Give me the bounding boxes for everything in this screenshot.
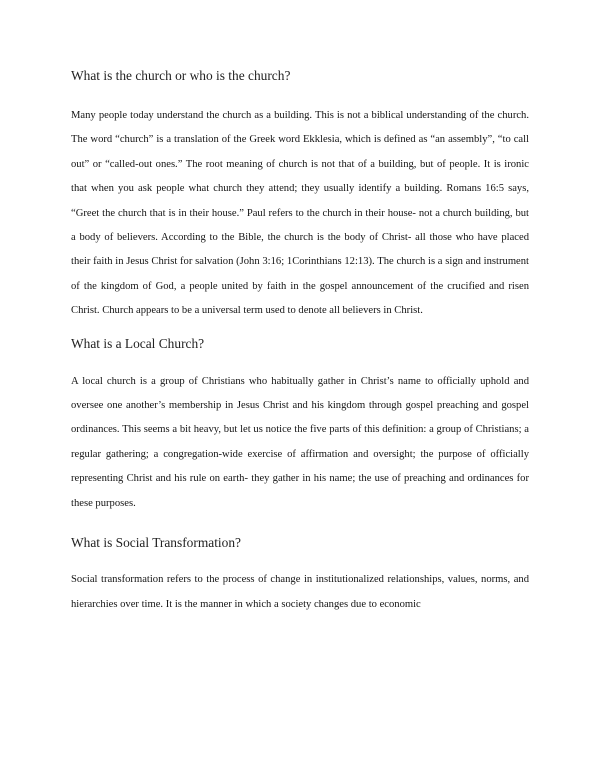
- heading-social-transformation: What is Social Transformation?: [71, 535, 241, 551]
- heading-local-church: What is a Local Church?: [71, 335, 205, 351]
- paragraph-local-church: A local church is a group of Christians who habitually gather in Christ’s name to officially uphold and oversee one another’s membership in Jesus Christ and his kingdom through gospel preaching and gospel ordinances. This seems a bit heavy, but let us notice the five parts of this definition: a group of Christians; a regular gathering; a congregation-wide exercise of affirmation and oversight; the purpose of officially representing Christ and his rule on earth- they gather in his name; the use of preaching and ordinances for these purposes.: [71, 375, 529, 509]
- paragraph-social-transformation: Social transformation refers to the process of change in institutionalized relationships, values, norms, and hierarchies over time. It is the manner in which a society changes due to economic: [71, 574, 529, 610]
- document-body: [71, 66, 529, 617]
- heading-church-definition: What is the church or who is the church?: [71, 68, 291, 83]
- paragraph-church-definition: Many people today understand the church as a building. This is not a biblical understanding of the church. The word “church” is a translation of the Greek word Ekklesia, which is defined as “an assembly”, “to call out” or “called-out ones.” The root meaning of church is not that of a building, but of people. It is ironic that when you ask people what church they attend; they usually identify a building. Romans 16:5 says, “Greet the church that is in their house.” Paul refers to the church in their house- not a church building, but a body of believers. According to the Bible, the church is the body of Christ- all those who have placed their faith in Jesus Christ for salvation (John 3:16; 1Corinthians 12:13). The church is a sign and instrument of the kingdom of God, a people united by faith in the gospel announcement of the crucified and risen Christ. Church appears to be a universal term used to denote all believers in Christ.: [71, 110, 529, 317]
